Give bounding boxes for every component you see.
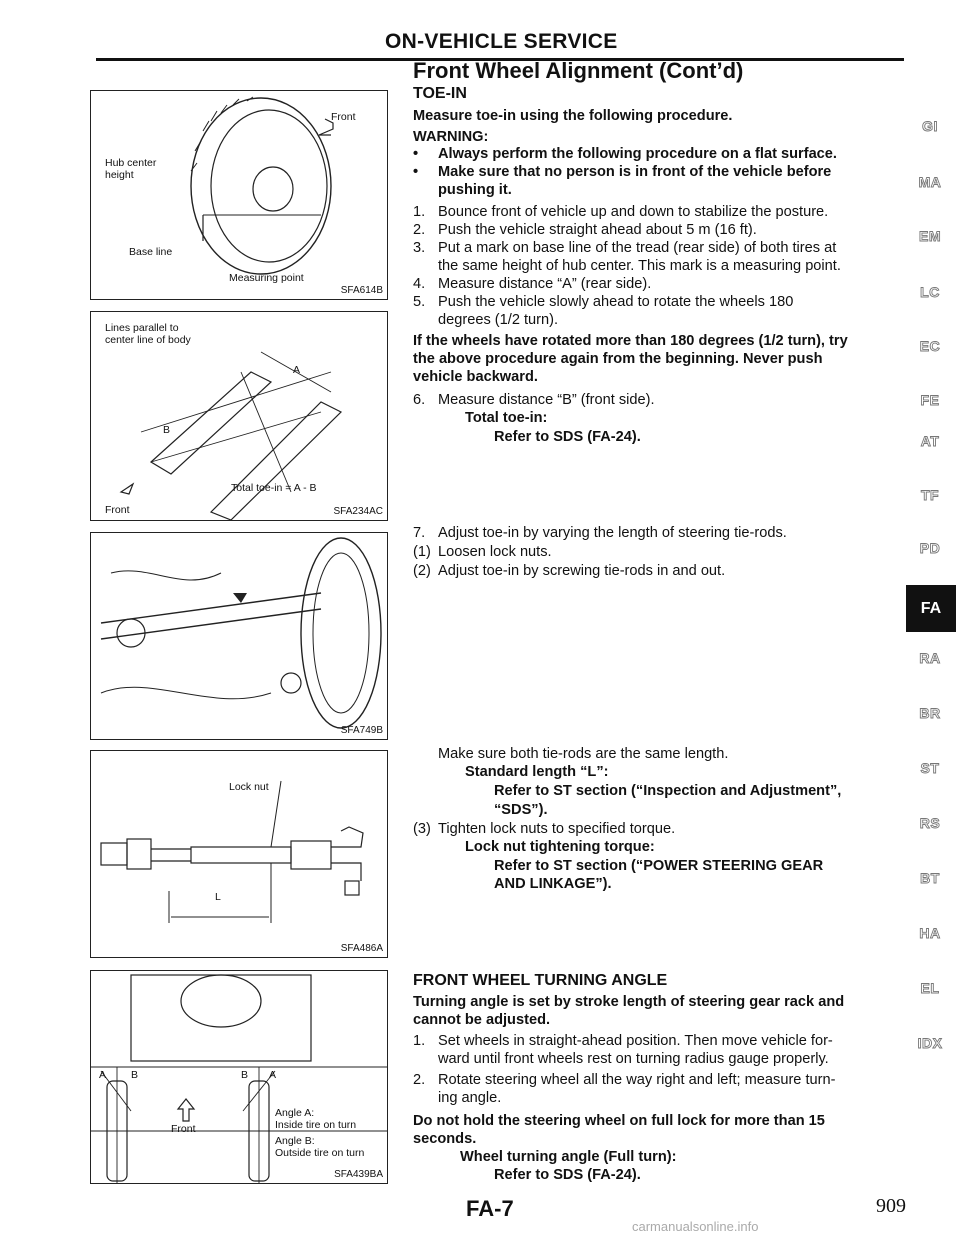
side-tab-bt[interactable]: BT bbox=[920, 870, 940, 886]
caution-line-2: the above procedure again from the beginning. Never push bbox=[413, 351, 823, 367]
suspension-drawing bbox=[91, 533, 387, 739]
header-title: ON-VEHICLE SERVICE bbox=[385, 30, 618, 53]
step-2-num: 2. bbox=[413, 222, 426, 238]
turning-step-2-num: 2. bbox=[413, 1072, 426, 1088]
side-tab-el[interactable]: EL bbox=[920, 980, 940, 996]
side-tab-br[interactable]: BR bbox=[919, 705, 941, 721]
angle-a-desc-label: Angle A: bbox=[275, 1107, 315, 1119]
step-6: Measure distance “B” (front side). bbox=[438, 392, 655, 408]
total-toe-in-label: Total toe-in = A - B bbox=[231, 482, 317, 494]
standard-length-label: Standard length “L”: bbox=[465, 764, 609, 780]
total-toe-in-ref: Refer to SDS (FA-24). bbox=[494, 429, 641, 445]
outside-tire-label: Outside tire on turn bbox=[275, 1147, 365, 1159]
side-tab-tf[interactable]: TF bbox=[920, 487, 940, 503]
turning-angle-heading: FRONT WHEEL TURNING ANGLE bbox=[413, 972, 668, 989]
step-6-num: 6. bbox=[413, 392, 426, 408]
warning-label: WARNING: bbox=[413, 129, 489, 145]
substep-1: Loosen lock nuts. bbox=[438, 544, 552, 560]
toe-in-heading: TOE-IN bbox=[413, 85, 467, 102]
step-7-num: 7. bbox=[413, 525, 426, 541]
step-3-line-1: Put a mark on base line of the tread (rear side) of both tires at bbox=[438, 240, 837, 256]
figure-tie-rod-location bbox=[90, 532, 388, 740]
side-tab-ha[interactable]: HA bbox=[919, 925, 941, 941]
front-label: Front bbox=[171, 1123, 196, 1135]
figure-code: SFA486A bbox=[340, 943, 383, 954]
step-1: Bounce front of vehicle up and down to stabilize the posture. bbox=[438, 204, 829, 220]
turning-step-2-line-1: Rotate steering wheel all the way right and left; measure turn- bbox=[438, 1072, 836, 1088]
side-tab-ec[interactable]: EC bbox=[919, 338, 941, 354]
substep-3-num: (3) bbox=[413, 821, 431, 837]
caution-line-3: vehicle backward. bbox=[413, 369, 538, 385]
step-2: Push the vehicle straight ahead about 5 m (16 ft). bbox=[438, 222, 757, 238]
side-tab-gi[interactable]: GI bbox=[922, 118, 938, 134]
same-length-note: Make sure both tie-rods are the same length. bbox=[438, 746, 729, 762]
side-tab-lc[interactable]: LC bbox=[920, 284, 940, 300]
inside-tire-label: Inside tire on turn bbox=[275, 1119, 357, 1131]
side-tab-em[interactable]: EM bbox=[919, 228, 941, 244]
standard-length-ref-1: Refer to ST section (“Inspection and Adjustment”, bbox=[494, 783, 842, 799]
warning-bullet-2: • bbox=[413, 164, 419, 180]
side-tab-fe[interactable]: FE bbox=[920, 392, 940, 408]
substep-3: Tighten lock nuts to specified torque. bbox=[438, 821, 676, 837]
angle-b-right-label: B bbox=[241, 1069, 249, 1081]
section-title: Front Wheel Alignment (Cont’d) bbox=[413, 58, 744, 83]
angle-b-desc-label: Angle B: bbox=[275, 1135, 315, 1147]
angle-a-left-label: A bbox=[99, 1069, 107, 1081]
warning-2-cont: pushing it. bbox=[438, 182, 512, 198]
warning-1: Always perform the following procedure on a flat surface. bbox=[438, 146, 837, 162]
caution-line-1: If the wheels have rotated more than 180 degrees (1/2 turn), try bbox=[413, 333, 848, 349]
center-line-label: center line of body bbox=[105, 334, 191, 346]
angle-b-left-label: B bbox=[131, 1069, 139, 1081]
torque-label: Lock nut tightening torque: bbox=[465, 839, 655, 855]
length-l-label: L bbox=[215, 891, 221, 903]
turning-intro-1: Turning angle is set by stroke length of steering gear rack and bbox=[413, 994, 845, 1010]
side-tab-rs[interactable]: RS bbox=[919, 815, 941, 831]
front-label: Front bbox=[331, 111, 356, 123]
side-tab-pd[interactable]: PD bbox=[919, 540, 941, 556]
toe-in-intro: Measure toe-in using the following procedure. bbox=[413, 108, 733, 124]
side-tab-at[interactable]: AT bbox=[920, 433, 940, 449]
figure-hub-center bbox=[90, 90, 388, 300]
step-3-num: 3. bbox=[413, 240, 426, 256]
watermark: carmanualsonline.info bbox=[632, 1219, 759, 1234]
turning-step-2-line-2: ing angle. bbox=[438, 1090, 502, 1106]
turning-step-1-line-2: ward until front wheels rest on turning radius gauge properly. bbox=[438, 1051, 829, 1067]
figure-tie-rod-length bbox=[90, 750, 388, 958]
turning-spec-label: Wheel turning angle (Full turn): bbox=[460, 1149, 677, 1165]
angle-a-right-label: A bbox=[269, 1069, 277, 1081]
torque-ref-1: Refer to ST section (“POWER STEERING GEAR bbox=[494, 858, 824, 874]
figure-code: SFA749B bbox=[340, 725, 383, 736]
substep-2: Adjust toe-in by screwing tie-rods in and out. bbox=[438, 563, 726, 579]
turning-intro-2: cannot be adjusted. bbox=[413, 1012, 551, 1028]
step-7: Adjust toe-in by varying the length of steering tie-rods. bbox=[438, 525, 787, 541]
step-5-line-2: degrees (1/2 turn). bbox=[438, 312, 559, 328]
front-label: Front bbox=[105, 504, 130, 516]
step-5-num: 5. bbox=[413, 294, 426, 310]
measuring-point-label: Measuring point bbox=[229, 272, 304, 284]
lock-nut-label: Lock nut bbox=[229, 781, 269, 793]
distance-a-label: A bbox=[293, 364, 301, 376]
turning-caution-1: Do not hold the steering wheel on full lock for more than 15 bbox=[413, 1113, 825, 1129]
hub-center-label: Hub center bbox=[105, 157, 157, 169]
turning-spec-ref: Refer to SDS (FA-24). bbox=[494, 1167, 641, 1183]
warning-2: Make sure that no person is in front of the vehicle before bbox=[438, 164, 832, 180]
lines-parallel-label: Lines parallel to bbox=[105, 322, 179, 334]
figure-code: SFA614B bbox=[340, 285, 383, 296]
height-label: height bbox=[105, 169, 134, 181]
page-number: 909 bbox=[876, 1195, 906, 1217]
side-tab-st[interactable]: ST bbox=[920, 760, 940, 776]
step-4-num: 4. bbox=[413, 276, 426, 292]
figure-code: SFA439BA bbox=[334, 1169, 383, 1180]
side-tab-idx[interactable]: IDX bbox=[917, 1035, 943, 1051]
figure-turning-angle bbox=[90, 970, 388, 1184]
distance-b-label: B bbox=[163, 424, 171, 436]
base-line-label: Base line bbox=[129, 246, 173, 258]
turning-caution-2: seconds. bbox=[413, 1131, 477, 1147]
side-tab-ma[interactable]: MA bbox=[918, 174, 942, 190]
figure-code: SFA234AC bbox=[333, 506, 383, 517]
turning-step-1-num: 1. bbox=[413, 1033, 426, 1049]
figure-toe-in bbox=[90, 311, 388, 521]
step-4: Measure distance “A” (rear side). bbox=[438, 276, 652, 292]
side-tab-fa[interactable]: FA bbox=[906, 585, 956, 632]
page-label: FA-7 bbox=[466, 1196, 514, 1221]
side-tab-ra[interactable]: RA bbox=[919, 650, 941, 666]
standard-length-ref-2: “SDS”). bbox=[494, 802, 548, 818]
warning-bullet-1: • bbox=[413, 146, 419, 162]
step-3-line-2: the same height of hub center. This mark is a measuring point. bbox=[438, 258, 841, 274]
step-1-num: 1. bbox=[413, 204, 426, 220]
step-5-line-1: Push the vehicle slowly ahead to rotate the wheels 180 bbox=[438, 294, 794, 310]
total-toe-in-label: Total toe-in: bbox=[465, 410, 548, 426]
substep-1-num: (1) bbox=[413, 544, 431, 560]
turning-step-1-line-1: Set wheels in straight-ahead position. Then move vehicle for- bbox=[438, 1033, 833, 1049]
substep-2-num: (2) bbox=[413, 563, 431, 579]
torque-ref-2: AND LINKAGE”). bbox=[494, 876, 612, 892]
